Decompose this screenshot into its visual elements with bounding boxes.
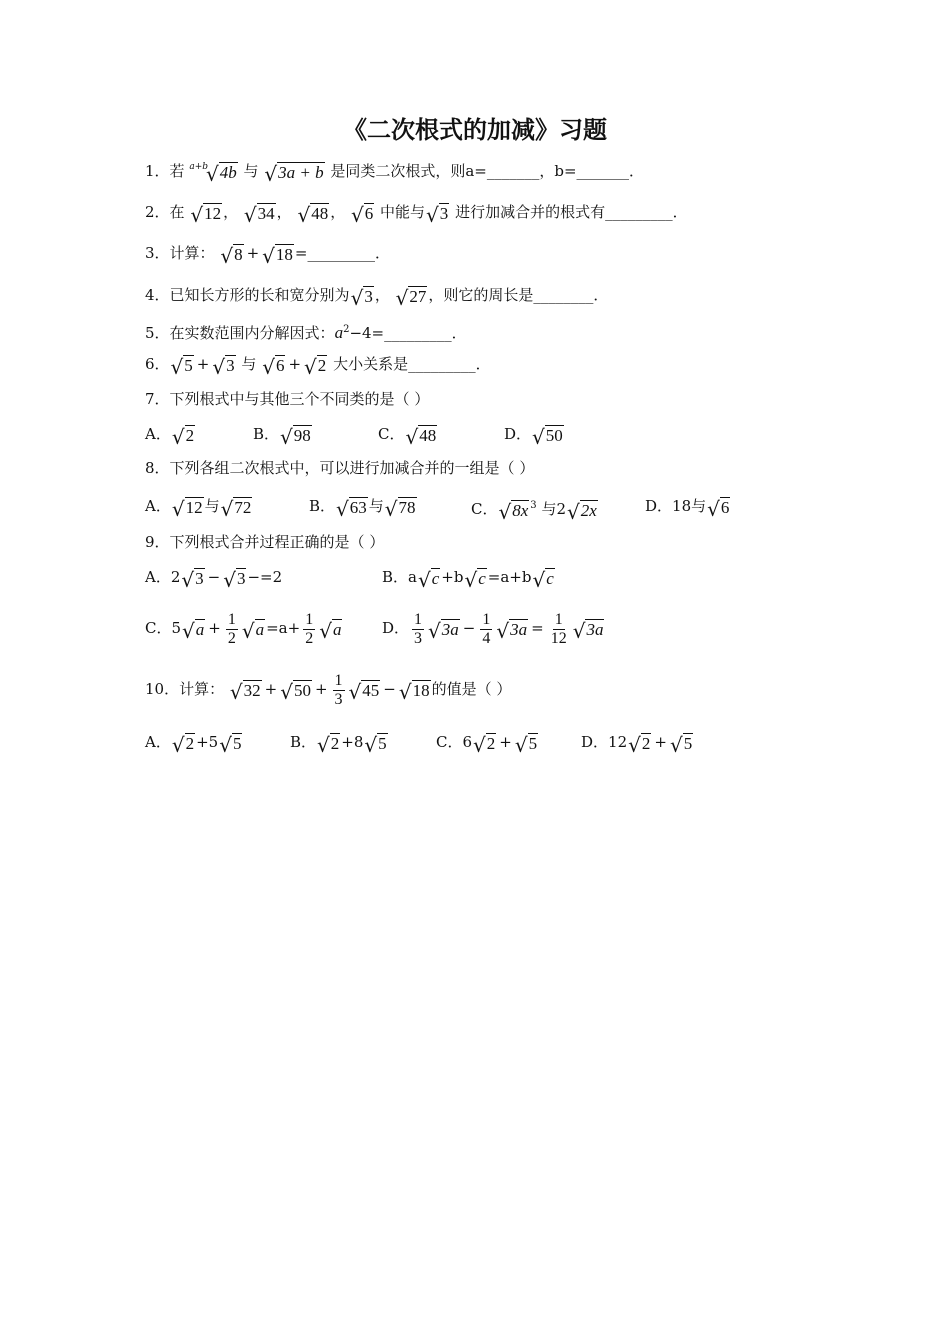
radical-sign-icon: √ xyxy=(319,618,332,643)
option-10a: A． √ 2 +5 √ 5 xyxy=(145,732,242,757)
radical: √ 3 xyxy=(426,202,449,227)
question-number: 3． xyxy=(145,244,170,262)
radical-sign-icon: √ xyxy=(496,618,510,643)
question-10: 10．计算： √ 32 + √ 50 + $\frac{1}{3}$ √ 45 − √ 18 的值是（ ） xyxy=(145,671,512,708)
radical: √ 34 xyxy=(243,202,275,227)
radical-sign-icon: √ xyxy=(220,496,234,521)
radical-sign-icon: √ xyxy=(350,285,364,310)
radical-sign-icon: √ xyxy=(170,354,184,379)
radical-sign-icon: √ xyxy=(336,496,349,521)
radical-sign-icon: √ xyxy=(395,285,409,310)
radical-sign-icon: √ xyxy=(171,424,185,449)
question-number: 1． xyxy=(145,162,170,180)
radical: √ 4b xyxy=(206,161,237,186)
option-7b: B． √ 98 xyxy=(253,424,311,449)
option-9d: D． $\frac{1}{3}$ √ 3a − $\frac{1}{4}$ √ 3a = $\frac{1}{12}$ √ 3a xyxy=(382,610,604,647)
question-1: 1．若 $^{a+b}$ √ 4b 与 √ 3a + b 是同类二次根式，则a=_______，b=_______． xyxy=(145,161,645,186)
radical-sign-icon: √ xyxy=(364,732,378,757)
radical-sign-icon: √ xyxy=(426,202,439,227)
question-2: 2．在 √ 12 ， √ 34 ， √ 48 ， √ 6 中能与 √ 3 进行加减合并的根式有_________． xyxy=(145,202,688,227)
question-number: 2． xyxy=(145,203,170,221)
radical-sign-icon: √ xyxy=(171,732,185,757)
option-7c: C． √ 48 xyxy=(378,424,437,449)
radical-sign-icon: √ xyxy=(223,567,236,592)
radical-sign-icon: √ xyxy=(304,354,317,379)
radical-sign-icon: √ xyxy=(229,679,243,704)
question-8-stem: 8．下列各组二次根式中，可以进行加减合并的一组是（ ） xyxy=(145,459,535,477)
option-9a: A．2 √ 3 − √ 3 −=2 xyxy=(145,567,283,592)
radical-sign-icon: √ xyxy=(473,732,486,757)
radical: √ 8 xyxy=(220,243,243,268)
radical-sign-icon: √ xyxy=(417,567,431,592)
question-3: 3．计算： √ 8 + √ 18 =_________． xyxy=(145,243,390,268)
question-number: 10． xyxy=(145,680,180,698)
radical-sign-icon: √ xyxy=(264,161,278,186)
option-7a: A． √ 2 xyxy=(145,424,195,449)
radical-sign-icon: √ xyxy=(532,424,545,449)
radical-sign-icon: √ xyxy=(181,567,195,592)
radical-sign-icon: √ xyxy=(566,499,580,524)
radical-sign-icon: √ xyxy=(220,243,234,268)
radical: √ 3 xyxy=(350,285,373,310)
radical-sign-icon: √ xyxy=(405,424,419,449)
radical-sign-icon: √ xyxy=(498,499,512,524)
radical-sign-icon: √ xyxy=(464,567,478,592)
radical-sign-icon: √ xyxy=(243,202,257,227)
radical-sign-icon: √ xyxy=(280,679,293,704)
question-9-stem: 9．下列根式合并过程正确的是（ ） xyxy=(145,533,385,551)
radical-sign-icon: √ xyxy=(219,732,232,757)
root-index: a+b xyxy=(189,162,209,172)
radical-sign-icon: √ xyxy=(707,496,720,521)
option-8d: D．18与 √ 6 xyxy=(645,496,730,521)
radical-sign-icon: √ xyxy=(182,618,195,643)
option-8b: B． √ 63 与 √ 78 xyxy=(309,496,416,521)
question-5: 5．在实数范围内分解因式：$a^2-4=\_\_\_\_\_\_\_\_\_$． xyxy=(145,323,467,342)
radical-sign-icon: √ xyxy=(428,618,441,643)
radical-sign-icon: √ xyxy=(317,732,330,757)
text: 若 xyxy=(169,162,185,180)
radical-sign-icon: √ xyxy=(262,243,275,268)
question-number: 4． xyxy=(145,286,170,304)
radical: √ 18 xyxy=(262,243,293,268)
question-number: 6． xyxy=(145,355,170,373)
radical-sign-icon: √ xyxy=(669,732,683,757)
radical-sign-icon: √ xyxy=(384,496,398,521)
question-6: 6． √ 5 + √ 3 与 √ 6 + √ 2 大小关系是_________． xyxy=(145,354,491,379)
radical-sign-icon: √ xyxy=(398,679,412,704)
radical: √ 27 xyxy=(395,285,427,310)
radical-sign-icon: √ xyxy=(350,202,364,227)
radical-sign-icon: √ xyxy=(532,567,546,592)
option-7d: D． √ 50 xyxy=(504,424,563,449)
radical-sign-icon: √ xyxy=(628,732,641,757)
question-4: 4．已知长方形的长和宽分别为 √ 3 ， √ 27 ，则它的周长是________． xyxy=(145,285,609,310)
radical-sign-icon: √ xyxy=(280,424,293,449)
radical-sign-icon: √ xyxy=(206,161,219,186)
radical-sign-icon: √ xyxy=(241,618,255,643)
radical-sign-icon: √ xyxy=(514,732,528,757)
option-8c: C． √ 8x $^3$ 与2 √ 2x xyxy=(471,499,597,524)
radical-sign-icon: √ xyxy=(262,354,275,379)
radical: √ 3 xyxy=(212,354,235,379)
radical: √ 5 xyxy=(170,354,193,379)
option-8a: A． √ 12 与 √ 72 xyxy=(145,496,252,521)
option-9c: C．5 √ a + $\frac{1}{2}$ √ a =a+ $\frac{1}{2}$ √ a xyxy=(145,610,342,647)
option-10c: C．6 √ 2 + √ 5 xyxy=(436,732,538,757)
radical-sign-icon: √ xyxy=(212,354,226,379)
option-10b: B． √ 2 +8 √ 5 xyxy=(290,732,387,757)
option-9b: B．a √ c +b √ c =a+b √ c xyxy=(382,567,554,592)
option-10d: D．12 √ 2 + √ 5 xyxy=(581,732,693,757)
radical: √ 3a + b xyxy=(264,161,324,186)
radical: √ 6 xyxy=(350,202,374,227)
question-7-stem: 7．下列根式中与其他三个不同类的是（ ） xyxy=(145,390,430,408)
radical: √ 12 xyxy=(190,202,222,227)
radical-sign-icon: √ xyxy=(171,496,185,521)
radical: √ 48 xyxy=(297,202,329,227)
radical-sign-icon: √ xyxy=(348,679,362,704)
radical: √ 2 xyxy=(304,354,327,379)
question-number: 5． xyxy=(145,324,170,342)
radical: √ 6 xyxy=(262,354,285,379)
radical-sign-icon: √ xyxy=(572,618,586,643)
radical-sign-icon: √ xyxy=(297,202,311,227)
page-title: 《二次根式的加减》习题 xyxy=(343,116,607,144)
radical-sign-icon: √ xyxy=(190,202,204,227)
